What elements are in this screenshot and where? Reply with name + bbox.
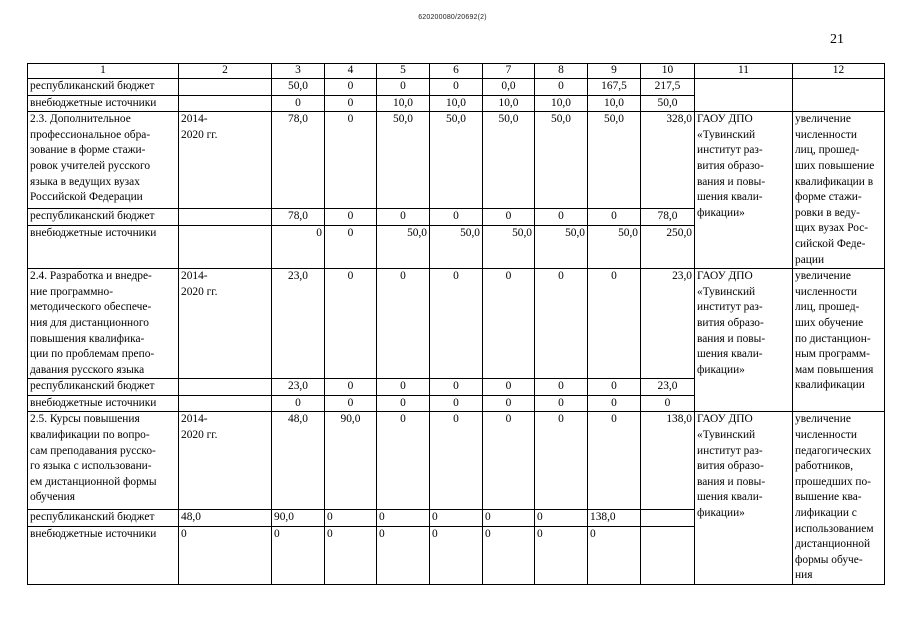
- column-header: 2: [179, 64, 272, 79]
- column-header: 8: [535, 64, 588, 79]
- value-cell: 78,0: [272, 209, 325, 226]
- value-cell: 23,0: [272, 269, 325, 379]
- text-line: «Тувинский: [697, 285, 756, 298]
- text-line: шения квали-: [697, 348, 763, 361]
- value-cell: 0: [535, 510, 588, 527]
- executor-cell: [695, 79, 793, 112]
- value-cell: 0: [272, 95, 325, 112]
- text-line: вышение ква-: [795, 491, 862, 504]
- empty-cell: [641, 510, 695, 527]
- value-cell: 0: [325, 510, 377, 527]
- activity-title: [28, 412, 179, 510]
- value-cell: 0: [325, 112, 377, 209]
- text-line: лиц, прошед-: [795, 301, 860, 314]
- text-line: 2.4. Разработка и внедре-: [30, 270, 152, 283]
- period-cell: [179, 226, 272, 269]
- value-cell: 0: [483, 395, 535, 412]
- text-line: вания и повы-: [697, 175, 766, 188]
- text-line: формы обуче-: [795, 553, 863, 566]
- value-cell: 0: [325, 95, 377, 112]
- text-line: увеличение: [795, 413, 851, 426]
- text-line: квалификации в: [795, 175, 874, 188]
- value-cell: 0: [535, 209, 588, 226]
- value-cell: 0: [377, 412, 430, 510]
- value-cell: 10,0: [483, 95, 535, 112]
- text-line: повышения квалифика-: [30, 332, 145, 345]
- text-line: вания и повы-: [697, 475, 766, 488]
- budget-table: [27, 63, 885, 585]
- text-line: 2.3. Дополнительное: [30, 113, 131, 126]
- value-cell: 0: [483, 269, 535, 379]
- value-cell: 0: [430, 79, 483, 96]
- text-line: шения квали-: [697, 191, 763, 204]
- result-cell: [793, 112, 885, 269]
- value-cell: 0: [588, 269, 641, 379]
- value-cell: 0: [179, 527, 272, 585]
- activity-title: [28, 269, 179, 379]
- value-cell: 50,0: [377, 226, 430, 269]
- value-cell: 0: [272, 395, 325, 412]
- value-cell: 48,0: [179, 510, 272, 527]
- value-cell: 23,0: [272, 379, 325, 396]
- text-line: сам преподавания русско-: [30, 444, 156, 457]
- text-line: го языка с использовани-: [30, 460, 152, 473]
- text-line: дистанционной: [795, 538, 871, 551]
- text-line: фикации»: [697, 206, 745, 219]
- text-line: численности: [795, 285, 857, 298]
- text-line: использованием: [795, 522, 874, 535]
- text-line: зование в форме стажи-: [30, 144, 146, 157]
- text-line: институт раз-: [697, 301, 763, 314]
- value-cell: 10,0: [535, 95, 588, 112]
- text-line: ции по проблемам препо-: [30, 348, 155, 361]
- column-header: 1: [28, 64, 179, 79]
- value-cell: 0: [325, 209, 377, 226]
- text-line: ГАОУ ДПО: [697, 270, 753, 283]
- funding-source-label: республиканский бюджет: [28, 379, 179, 396]
- value-cell: 0: [377, 510, 430, 527]
- text-line: вития образо-: [697, 460, 764, 473]
- value-cell: 0: [535, 395, 588, 412]
- value-cell: 328,0: [641, 112, 695, 209]
- value-cell: 50,0: [377, 112, 430, 209]
- text-line: 2020 гг.: [181, 128, 218, 141]
- text-line: профессиональное обра-: [30, 128, 151, 141]
- text-line: ГАОУ ДПО: [697, 413, 753, 426]
- value-cell: 50,0: [483, 112, 535, 209]
- text-line: квалификации по вопро-: [30, 429, 150, 442]
- value-cell: 50,0: [430, 226, 483, 269]
- column-header: 3: [272, 64, 325, 79]
- result-cell: [793, 79, 885, 112]
- value-cell: 10,0: [430, 95, 483, 112]
- text-line: ших повышение: [795, 159, 875, 172]
- text-line: ровок учителей русского: [30, 159, 151, 172]
- period-cell: [179, 412, 272, 510]
- value-cell: 50,0: [535, 226, 588, 269]
- value-cell: 78,0: [272, 112, 325, 209]
- text-line: щих вузах Рос-: [795, 222, 869, 235]
- text-line: увеличение: [795, 270, 851, 283]
- value-cell: 0: [430, 209, 483, 226]
- text-line: ным программ-: [795, 348, 870, 361]
- value-cell: 0: [377, 269, 430, 379]
- period-cell: [179, 395, 272, 412]
- value-cell: 0,0: [483, 79, 535, 96]
- text-line: педагогических: [795, 444, 872, 457]
- value-cell: 0: [377, 79, 430, 96]
- text-line: форме стажи-: [795, 191, 862, 204]
- table-row: [28, 79, 885, 96]
- text-line: «Тувинский: [697, 429, 756, 442]
- value-cell: 0: [588, 412, 641, 510]
- value-cell: 167,5: [588, 79, 641, 96]
- text-line: Российской Федерации: [30, 191, 143, 204]
- funding-source-label: республиканский бюджет: [28, 209, 179, 226]
- value-cell: 0: [430, 510, 483, 527]
- value-cell: 50,0: [588, 226, 641, 269]
- value-cell: 0: [535, 269, 588, 379]
- value-cell: 0: [430, 379, 483, 396]
- text-line: фикации»: [697, 507, 745, 520]
- value-cell: 50,0: [430, 112, 483, 209]
- text-line: 2020 гг.: [181, 285, 218, 298]
- text-line: лиц, прошед-: [795, 144, 860, 157]
- page-number: 21: [830, 32, 844, 47]
- text-line: ния для дистанционного: [30, 316, 149, 329]
- period-cell: [179, 269, 272, 379]
- value-cell: 138,0: [588, 510, 641, 527]
- text-line: численности: [795, 128, 857, 141]
- value-cell: 0: [377, 209, 430, 226]
- value-cell: 0: [483, 379, 535, 396]
- value-cell: 50,0: [535, 112, 588, 209]
- value-cell: 0: [588, 209, 641, 226]
- text-line: лификации с: [795, 507, 857, 520]
- text-line: ния: [795, 569, 813, 582]
- value-cell: 0: [272, 226, 325, 269]
- value-cell: 0: [377, 395, 430, 412]
- value-cell: 0: [588, 379, 641, 396]
- text-line: 2014-: [181, 113, 208, 126]
- value-cell: 0: [325, 379, 377, 396]
- text-line: прошедших по-: [795, 475, 871, 488]
- text-line: рации: [795, 253, 825, 266]
- value-cell: 0: [535, 379, 588, 396]
- text-line: обучения: [30, 491, 75, 504]
- text-line: методического обеспече-: [30, 301, 152, 314]
- text-line: ших обучение: [795, 316, 864, 329]
- text-line: языка в ведущих вузах: [30, 175, 140, 188]
- value-cell: 0: [430, 412, 483, 510]
- value-cell: 50,0: [272, 79, 325, 96]
- value-cell: 90,0: [272, 510, 325, 527]
- value-cell: 0: [588, 527, 641, 585]
- text-line: 2.5. Курсы повышения: [30, 413, 140, 426]
- text-line: ГАОУ ДПО: [697, 113, 753, 126]
- value-cell: 217,5: [641, 79, 695, 96]
- text-line: ровки в веду-: [795, 206, 860, 219]
- value-cell: 0: [377, 527, 430, 585]
- text-line: институт раз-: [697, 444, 763, 457]
- value-cell: 0: [430, 269, 483, 379]
- period-cell: [179, 79, 272, 96]
- text-line: вития образо-: [697, 159, 764, 172]
- funding-source-label: республиканский бюджет: [28, 79, 179, 96]
- column-header: 12: [793, 64, 885, 79]
- text-line: фикации»: [697, 363, 745, 376]
- value-cell: 0: [325, 79, 377, 96]
- text-line: 2014-: [181, 270, 208, 283]
- funding-source-label: внебюджетные источники: [28, 226, 179, 269]
- value-cell: 0: [483, 412, 535, 510]
- text-line: работников,: [795, 460, 854, 473]
- funding-source-label: внебюджетные источники: [28, 95, 179, 112]
- period-cell: [179, 379, 272, 396]
- value-cell: 0: [325, 395, 377, 412]
- executor-cell: [695, 112, 793, 269]
- value-cell: 0: [535, 79, 588, 96]
- period-cell: [179, 209, 272, 226]
- text-line: «Тувинский: [697, 128, 756, 141]
- text-line: ем дистанционной формы: [30, 475, 157, 488]
- value-cell: 0: [377, 379, 430, 396]
- value-cell: 0: [430, 527, 483, 585]
- document-code: 620200080/20692(2): [418, 14, 487, 21]
- text-line: 2014-: [181, 413, 208, 426]
- value-cell: 0: [430, 395, 483, 412]
- value-cell: 250,0: [641, 226, 695, 269]
- value-cell: 90,0: [325, 412, 377, 510]
- period-cell: [179, 95, 272, 112]
- value-cell: 138,0: [641, 412, 695, 510]
- column-header: 10: [641, 64, 695, 79]
- text-line: квалификации: [795, 379, 865, 392]
- executor-cell: [695, 412, 793, 585]
- text-line: мам повышения: [795, 363, 874, 376]
- period-cell: [179, 112, 272, 209]
- text-line: увеличение: [795, 113, 851, 126]
- value-cell: 78,0: [641, 209, 695, 226]
- value-cell: 23,0: [641, 269, 695, 379]
- text-line: вания и повы-: [697, 332, 766, 345]
- column-header: 11: [695, 64, 793, 79]
- value-cell: 0: [588, 395, 641, 412]
- value-cell: 0: [483, 527, 535, 585]
- value-cell: 23,0: [641, 379, 695, 396]
- funding-source-label: республиканский бюджет: [28, 510, 179, 527]
- value-cell: 10,0: [377, 95, 430, 112]
- column-header: 6: [430, 64, 483, 79]
- value-cell: 0: [325, 226, 377, 269]
- value-cell: 0: [535, 412, 588, 510]
- text-line: давания русского языка: [30, 363, 145, 376]
- value-cell: 0: [325, 269, 377, 379]
- value-cell: 0: [272, 527, 325, 585]
- result-cell: [793, 269, 885, 412]
- value-cell: 50,0: [483, 226, 535, 269]
- column-header: 9: [588, 64, 641, 79]
- text-line: ние программно-: [30, 285, 114, 298]
- text-line: 2020 гг.: [181, 429, 218, 442]
- text-line: институт раз-: [697, 144, 763, 157]
- column-header: 5: [377, 64, 430, 79]
- text-line: шения квали-: [697, 491, 763, 504]
- activity-row: [28, 412, 885, 510]
- text-line: численности: [795, 429, 857, 442]
- value-cell: 50,0: [641, 95, 695, 112]
- activity-title: [28, 112, 179, 209]
- column-header: 7: [483, 64, 535, 79]
- value-cell: 0: [483, 209, 535, 226]
- value-cell: 50,0: [588, 112, 641, 209]
- header-row: [28, 64, 885, 79]
- value-cell: 0: [483, 510, 535, 527]
- value-cell: 0: [641, 395, 695, 412]
- activity-row: [28, 112, 885, 209]
- value-cell: 48,0: [272, 412, 325, 510]
- funding-source-label: внебюджетные источники: [28, 395, 179, 412]
- funding-source-label: внебюджетные источники: [28, 527, 179, 585]
- column-header: 4: [325, 64, 377, 79]
- activity-row: [28, 269, 885, 379]
- text-line: сийской Феде-: [795, 237, 866, 250]
- result-cell: [793, 412, 885, 585]
- value-cell: 0: [325, 527, 377, 585]
- executor-cell: [695, 269, 793, 412]
- text-line: вития образо-: [697, 316, 764, 329]
- value-cell: 0: [535, 527, 588, 585]
- empty-cell: [641, 527, 695, 585]
- value-cell: 10,0: [588, 95, 641, 112]
- text-line: по дистанцион-: [795, 332, 871, 345]
